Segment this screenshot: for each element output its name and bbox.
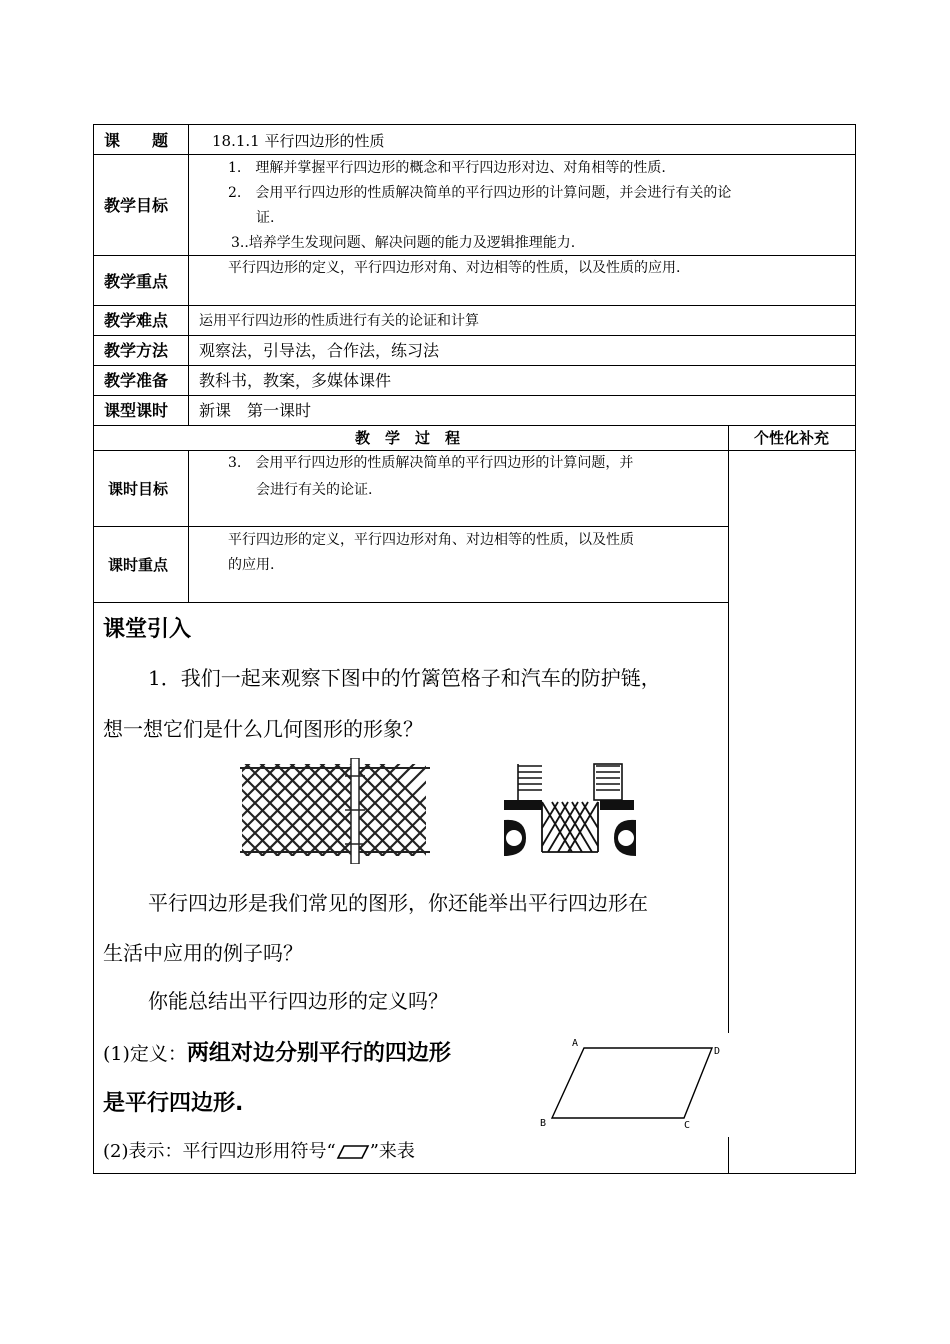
definition-prefix: (1)定义： <box>103 1043 187 1065</box>
lesson-goal-label: 课时目标 <box>108 480 169 498</box>
definition-bold-text: 两组对边分别平行的四边形 <box>186 1041 451 1066</box>
lesson-key-line: 的应用. <box>228 557 275 573</box>
lesson-goal-line: 会进行有关的论证. <box>256 482 373 498</box>
vehicle-guard-chain-image <box>500 762 640 858</box>
lesson-type-value: 新课 第一课时 <box>199 401 312 420</box>
row-divider <box>93 255 856 256</box>
goal-item: 1. 理解并掌握平行四边形的概念和平行四边形对边、对角相等的性质. <box>228 160 666 176</box>
lesson-plan-table <box>93 124 856 1174</box>
vertex-label-b: B <box>540 1118 547 1129</box>
goal-item: 3..培养学生发现问题、解决问题的能力及逻辑推理能力. <box>231 235 576 251</box>
lesson-type-label: 课型课时 <box>104 401 169 420</box>
lesson-key-label: 课时重点 <box>108 556 169 574</box>
key-points-value: 平行四边形的定义，平行四边形对角、对边相等的性质，以及性质的应用. <box>228 260 681 276</box>
method-value: 观察法，引导法，合作法，练习法 <box>199 341 440 360</box>
notation-line <box>103 1141 415 1163</box>
definition-line <box>103 1040 451 1067</box>
row-divider <box>93 154 856 155</box>
supplement-column-title: 个性化补充 <box>754 429 830 447</box>
column-divider <box>728 425 729 1033</box>
row-divider <box>93 395 856 396</box>
row-divider <box>93 425 856 426</box>
row-divider <box>93 305 856 306</box>
goal-item: 2. 会用平行四边形的性质解决简单的平行四边形的计算问题，并会进行有关的论 <box>228 185 732 201</box>
section-heading: 课堂引入 <box>103 617 192 642</box>
goals-label: 教学目标 <box>104 196 169 215</box>
preparation-label: 教学准备 <box>104 371 169 390</box>
definition-bold-text: 是平行四边形. <box>103 1091 244 1116</box>
column-divider <box>188 450 189 602</box>
notation-text: (2)表示：平行四边形用符号“ <box>103 1141 336 1162</box>
row-divider <box>93 602 728 603</box>
topic-value: 18.1.1 平行四边形的性质 <box>212 132 385 150</box>
question-line: 想一想它们是什么几何图形的形象？ <box>103 717 423 741</box>
parallelogram-figure <box>536 1034 726 1132</box>
lesson-goal-line: 3. 会用平行四边形的性质解决简单的平行四边形的计算问题，并 <box>228 455 634 471</box>
vertex-label-c: C <box>684 1120 691 1131</box>
topic-label: 课 题 <box>104 131 169 150</box>
notation-end-text: ”来表 <box>369 1141 415 1162</box>
row-divider <box>93 365 856 366</box>
goal-item-continuation: 证. <box>256 210 275 226</box>
bamboo-fence-image <box>240 758 430 864</box>
method-label: 教学方法 <box>104 341 169 360</box>
difficulty-value: 运用平行四边形的性质进行有关的论证和计算 <box>199 313 479 329</box>
parallelogram-symbol-icon <box>336 1145 370 1159</box>
paragraph-line: 平行四边形是我们常见的图形，你还能举出平行四边形在 <box>148 891 648 915</box>
preparation-value: 教科书，教案，多媒体课件 <box>199 371 392 390</box>
vertex-label-d: D <box>714 1046 721 1057</box>
key-points-label: 教学重点 <box>104 272 169 291</box>
paragraph-line: 生活中应用的例子吗？ <box>103 941 303 965</box>
vertex-label-a: A <box>572 1038 579 1049</box>
row-divider <box>93 450 856 451</box>
paragraph-line: 你能总结出平行四边形的定义吗？ <box>148 989 448 1013</box>
difficulty-label: 教学难点 <box>104 311 169 330</box>
column-divider <box>728 1137 729 1174</box>
row-divider <box>93 335 856 336</box>
question-line: 1．我们一起来观察下图中的竹篱笆格子和汽车的防护链， <box>148 666 661 690</box>
process-title: 教 学 过 程 <box>355 429 461 447</box>
column-divider <box>188 124 189 425</box>
lesson-key-line: 平行四边形的定义，平行四边形对角、对边相等的性质，以及性质 <box>228 532 634 548</box>
